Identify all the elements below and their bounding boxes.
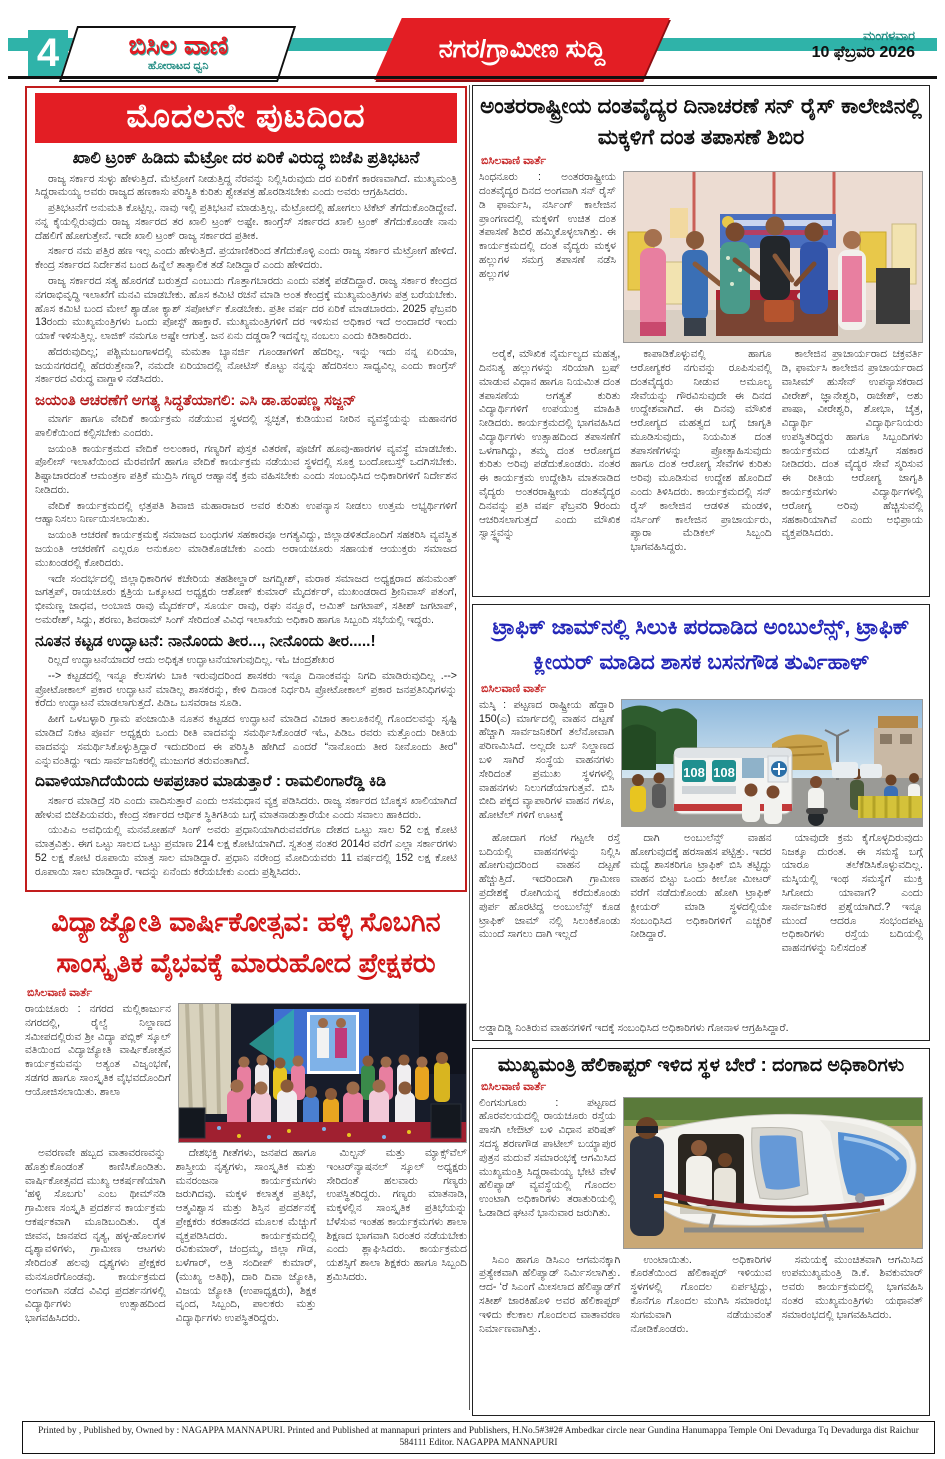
helicopter-article <box>472 1048 930 1416</box>
paragraph: ಅವರಣವೇ ಹಬ್ಬದ ವಾತಾವರಣವನ್ನು ಹೊತ್ತುಕೊಂಡಂತೆ ಕಾಣಿಸಿಕೊಂಡಿತು. ವಾರ್ಷಿಕೋತ್ಸವದ ಮುಖ್ಯ ಆಕರ್ಷಣೆಯಾಗಿ ‘ಹಳ್ಳಿ ಸೊಬಗು’ ಎಂಬ ಥೀಮ್‌ನಡಿ ಗ್ರಾಮೀಣ ಸಂಸ್ಕೃತಿ ಪ್ರದರ್ಶನ ಕಾರ್ಯಕ್ರಮ ಆಕರ್ಷಕವಾಗಿ ಮೂಡಿಬಂದಿತು. ರೈತ ಜೀವನ, ಜಾನಪದ ನೃತ್ಯ, ಹಳ್ಳ-ಹೊಲಗಳ ದೃಶ್ಯಾವಳಿಗಳು, ಗ್ರಾಮೀಣ ಆಟಗಳು ಸೇರಿದಂತೆ ಹಲವು ದೃಶ್ಯಗಳು ಪ್ರೇಕ್ಷಕರ ಮನಸೂರೆಗೊಂಡವು. ಕಾರ್ಯಕ್ರಮದ ಅಂಗವಾಗಿ ನಡೆದ ವಿವಿಧ ಪ್ರದರ್ಶನಗಳಲ್ಲಿ ವಿದ್ಯಾರ್ಥಿಗಳು ಉತ್ಸಾಹದಿಂದ ಭಾಗವಹಿಸಿದರು. <box>25 1147 166 1325</box>
helicopter-body <box>644 1114 916 1225</box>
lead-body-4 <box>35 795 457 880</box>
weekday-label: ಮಂಗಳವಾರ <box>862 28 915 43</box>
header-rule <box>8 76 937 79</box>
school-article <box>25 902 467 1409</box>
traffic-headline: ಟ್ರಾಫಿಕ್ ಜಾಮ್‌ನಲ್ಲಿ ಸಿಲುಕಿ ಪರದಾಡಿದ ಅಂಬುಲೆನ್ಸ್, ಟ್ರಾಫಿಕ್ ಕ್ಲೀಯರ್ ಮಾಡಿದ ಶಾಸಕ ಬಸನಗೌಡ ತುರ್ವಿಹಾಳ್ <box>492 615 910 675</box>
paragraph: ದೇಶಭಕ್ತಿ ಗೀತೆಗಳು, ಜನಪದ ಹಾಗೂ ಶಾಸ್ತ್ರೀಯ ನೃತ್ಯಗಳು, ಸಾಂಸ್ಕೃತಿಕ ಮತ್ತು ಮನರಂಜನಾ ಕಾರ್ಯಕ್ರಮಗಳು ಜರುಗಿದವು. ಮಕ್ಕಳ ಕಲಾತ್ಮಕ ಪ್ರತಿಭೆ, ಆತ್ಮವಿಶ್ವಾಸ ಮತ್ತು ಶಿಸ್ತಿನ ಪ್ರದರ್ಶನಕ್ಕೆ ಪ್ರೇಕ್ಷಕರು ಕರತಾಡನದ ಮೂಲಕ ಮೆಚ್ಚುಗೆ ವ್ಯಕ್ತಪಡಿಸಿದರು. ಕಾರ್ಯಕ್ರಮದಲ್ಲಿ ರವಿಕುಮಾರ್, ಚಂದ್ರಮ್ಮ, ಜಿಲ್ಲಾ ಗೌಡ, ಬಳೆಗಾರ್, ಅತ್ರಿ ಸಂದೀಪ್ ಕುಮಾರ್, (ಮುಖ್ಯ ಅತಿಥಿ), ದಾರಿ ದಿವಾ ಜ್ಯೋತಿ, ವಿಜಯ ಜ್ಯೋತಿ (ಉಪಾಧ್ಯಕ್ಷರು), ಶಿಕ್ಷಕ ವೃಂದ, ಸಿಬ್ಬಂದಿ, ಪಾಲಕರು ಮತ್ತು ವಿದ್ಯಾರ್ಥಿಗಳು ಉಪಸ್ಥಿತರಿದ್ದರು. <box>175 1147 317 1325</box>
paragraph: ಸಮಯಕ್ಕೆ ಮುಂಚಿತವಾಗಿ ಆಗಮಿಸಿದ ಉಪಮುಖ್ಯಮಂತ್ರಿ ಡಿ.ಕೆ. ಶಿವಕುಮಾರ್ ಅವರು ಕಾರ್ಯಕ್ರಮದಲ್ಲಿ ಭಾಗವಹಿಸಿ ನಂತರ ಮುಖ್ಯಮಂತ್ರಿಗಳು ಯಥಾವತ್ ಸಮಾರಂಭದಲ್ಲಿ ಭಾಗವಹಿಸಿದರು. <box>781 1253 923 1321</box>
traffic-intro-text: ಮಸ್ಕಿ : ಪಟ್ಟಣದ ರಾಷ್ಟ್ರೀಯ ಹೆದ್ದಾರಿ 150(ಎ) ಮಾರ್ಗದಲ್ಲಿ ವಾಹನ ದಟ್ಟಣೆ ಹೆಚ್ಚಾಗಿ ಸಾರ್ವಜನಿಕರಿಗೆ ತಲೆನೋವಾಗಿ ಪರಿಣಮಿಸಿದೆ. ಅಲ್ಲದೇ ಬಸ್ ನಿಲ್ದಾಣದ ಬಳಿ ಸಾಗಿರೆ ಸಂಸ್ಥೆಯ ವಾಹನಗಳು ಸೇರಿದಂತೆ ಪ್ರಮುಖ ಸ್ಥಳಗಳಲ್ಲಿ ವಾಹನಗಳು ನಿಲುಗಡೆಯಾಗುತ್ತವೆ. ಬಿಸಿ ಬೀದಿ ಪಕ್ಕದ ವ್ಯಾಪಾರಿಗಳ ವಾಹನ ಗಳೂ, ಹೋಟೆಲ್ ಗಳಿಗೆ ಊಟಕ್ಕೆ <box>479 698 614 822</box>
masthead-tagline: ಹೋರಾಟದ ಧ್ವನಿ <box>148 60 209 72</box>
lead-subhead-jayanti: ಜಯಂತಿ ಆಚರಣೆಗೆ ಅಗತ್ಯ ಸಿದ್ಧತೆಯಾಗಲಿ: ಎಸಿ ಡಾ.ಹಂಪಣ್ಣ ಸಜ್ಜನ್ <box>35 392 357 410</box>
paragraph: ಹೋದಾಗ ಗಂಟೆ ಗಟ್ಟಲೇ ರಸ್ತೆ ಬದಿಯಲ್ಲಿ ವಾಹನಗಳನ್ನು ನಿಲ್ಲಿಸಿ ಹೋಗುವುದರಿಂದ ವಾಹನ ದಟ್ಟಣೆ ಹೆಚ್ಚುತ್ತಿದೆ. ಇದರಿಂದಾಗಿ ಗ್ರಾಮೀಣ ಪ್ರದೇಶಕ್ಕೆ ರೋಗಿಯನ್ನ ಕರೆದುಕೊಂಡು ಪುರ್ಪ ಹೊರಟಿದ್ದ ಅಂಬುಲೆನ್ಸ್ ಕೂಡ ಟ್ರಾಫಿಕ್ ಜಾಮ್ ನಲ್ಲಿ ಸಿಲುಕಿಕೊಂಡು ಮುಂದೆ ಸಾಗಲು ದಾಗಿ ಇಲ್ಲದೆ <box>479 831 621 941</box>
paragraph: --> ಕಟ್ಟಡದಲ್ಲಿ ಇನ್ನೂ ಕೆಲಸಗಳು ಬಾಕಿ ಇರುವುದರಿಂದ ಶಾಸಕರು ಇನ್ನೂ ದಿನಾಂಕವನ್ನು ನಿಗದಿ ಮಾಡಿರುವುದಿಲ್ಲ .--> ಪ್ರೋಟೋಕಾಲ್ ಪ್ರಕಾರ ಉದ್ಘಾಟನೆ ಮಾಡಿಲ್ಲ ಶಾಸಕರನ್ನು, ಕೇಳಿ ದಿನಾಂಕ ನಿರ್ಧರಿಸಿ ಪ್ರೋಟೋಕಾಲ್ ಪ್ರಕಾರ ಜನಪ್ರತಿನಿಧಿಗಳನ್ನು ಕರೆದು ಉದ್ಘಾಟನೆ ಮಾಡಲಾಗುತ್ತದೆ. ಪಿಡಿಒ ಬಸವರಾಜ ಸೂಡಿ. <box>35 669 457 710</box>
paragraph: ಹೆದರುವುದಿಲ್ಲ; ಪಶ್ಚಿಮಬಂಗಾಳದಲ್ಲಿ ಮಮತಾ ಬ್ಯಾನರ್ಜಿ ಗೂಂಡಾಗಳಿಗೆ ಹೆದರಿಲ್ಲ. ಇನ್ನು ಇದು ನನ್ನ ಏರಿಯಾ, ಜಯನಗರದಲ್ಲಿ ಹೆದರುತ್ತೇನಾ?, ನಮದೇ ಏರಿಯಾದಲ್ಲಿ ನೋಟಿಸ್ ಕೊಟ್ಟು ನನ್ನನ್ನು ಹೆದರಿಸಲು ಸಾಧ್ಯವಿಲ್ಲ ಎಂದು ಕಾಂಗ್ರೆಸ್ ಸರ್ಕಾರದ ವಿರುದ್ಧ ವಾಗ್ದಾಳಿ ನಡೆಸಿದರು. <box>35 345 457 386</box>
paragraph: ಯುಪಿಎ ಅವಧಿಯಲ್ಲಿ ಮನಮೋಹನ್ ಸಿಂಗ್ ಅವರು ಪ್ರಧಾನಿಯಾಗಿರುವವರೆಗೂ ದೇಶದ ಒಟ್ಟು ಸಾಲ 52 ಲಕ್ಷ ಕೋಟಿ ಮಾತ್ರವಿತ್ತು. ಈಗ ಒಟ್ಟು ಸಾಲದ ಒಟ್ಟು ಪ್ರಮಾಣ 214 ಲಕ್ಷ ಕೋಟಿಯಾಗಿದೆ. ಸ್ವತಂತ್ರ ನಂತರ 2014ರ ವರೆಗೆ ಎಲ್ಲಾ ಸರ್ಕಾರಗಳು 52 ಲಕ್ಷ ಕೋಟಿ ರೂಪಾಯಿ ಮಾತ್ರ ಸಾಲ ಮಾಡಿದ್ದಾರೆ. ಪ್ರಧಾನಿ ನರೇಂದ್ರ ಮೋದಿಯವರು 11 ವರ್ಷದಲ್ಲಿ 152 ಲಕ್ಷ ಕೋಟಿ ರೂಪಾಯಿ ಸಾಲ ಮಾಡಿದ್ದಾರೆ. ಇದನ್ನು ಏನೆಂದು ಕರೆಯಬೇಕು ಎಂದು ಪ್ರಶ್ನಿಸಿದರು. <box>35 824 457 878</box>
paragraph: ಮಿಲ್ಟನ್ ಮತ್ತು ಮ್ಯಾಕ್ಸ್‌ವೆಲ್ ಇಂಟರ್‌ನ್ಯಾಷನಲ್ ಸ್ಕೂಲ್ ಅಧ್ಯಕ್ಷರು ಸೇರಿದಂತೆ ಹಲವಾರು ಗಣ್ಯರು ಉಪಸ್ಥಿತರಿದ್ದರು. ಗಣ್ಯರು ಮಾತನಾಡಿ, ಮಕ್ಕಳಲ್ಲಿನ ಸಾಂಸ್ಕೃತಿಕ ಪ್ರತಿಭೆಯನ್ನು ಬೆಳೆಸುವ ಇಂತಹ ಕಾರ್ಯಕ್ರಮಗಳು ಶಾಲಾ ಶಿಕ್ಷಣದ ಭಾಗವಾಗಿ ನಿರಂತರ ನಡೆಯಬೇಕು ಎಂದು ಶ್ಲಾಘಿಸಿದರು. ಕಾರ್ಯಕ್ರಮದ ಯಶಸ್ಸಿಗೆ ಶಾಲಾ ಶಿಕ್ಷಕರು ಹಾಗೂ ಸಿಬ್ಬಂದಿ ಶ್ರಮಿಸಿದರು. <box>326 1147 467 1283</box>
lead-body-1 <box>35 173 457 387</box>
byline: ಬಿಸಿಲವಾಣಿ ವಾರ್ತೆ <box>481 1080 547 1093</box>
paragraph: ಹೀಗೆ ಒಳಬಳ್ಳಾರಿ ಗ್ರಾಮ ಪಂಚಾಯಿತಿ ನೂತನ ಕಟ್ಟಡದ ಉದ್ಘಾಟನೆ ಮಾಡಿದ ವಿಚಾರ ತಾಲೂಕಿನಲ್ಲಿ ಗೊಂದಲವನ್ನು ಸೃಷ್ಟಿ ಮಾಡಿದೆ ನಿಕಟ ಪೂರ್ವ ಅಧ್ಯಕ್ಷರು ಒಂದು ರೀತಿ ವಾದವನ್ನು ಸಮರ್ಥಿಸಿಕೊಂಡರೆ ಇಓ, ಪಿಡಿಒ ರವರು ಮತ್ತೊಂದು ರೀತಿಯ ವಾದವನ್ನು ಸಮರ್ಥಿಸಿಕೊಳ್ಳುತ್ತಿದ್ದಾರೆ ಇದುದರಿಂದ ಈ ಪರಿಸ್ಥಿತಿ ಹೇಗಿದೆ ಎಂದರೆ “ನಾನೊಂದು ತೀರ ನೀನೊಂದು ತೀರ” ಎನ್ನುವಂತಿದ್ದು ಇದು ಸಾರ್ವಜನಿಕರಲ್ಲಿ ಮುಜುಗರ ತರುವಂತಾಗಿದೆ. <box>35 713 457 767</box>
lead-banner: ಮೊದಲನೇ ಪುಟದಿಂದ <box>35 93 457 143</box>
page-number: 4 <box>28 30 68 76</box>
traffic-article-tail: ಅಡ್ಡಾದಿಡ್ಡಿ ನಿಂತಿರುವ ವಾಹನಗಳಿಗೆ ಇದಕ್ಕೆ ಸಂಬಂಧಿಸಿದ ಅಧಿಕಾರಿಗಳು ಗೋನಾಳ ಆಗ್ರಹಿಸಿದ್ದಾರೆ. <box>479 1021 789 1034</box>
byline: ಬಿಸಿಲವಾಣಿ ವಾರ್ತೆ <box>27 987 93 999</box>
masthead <box>59 26 296 82</box>
paragraph: ಕಾಪಾಡಿಕೊಳ್ಳುವಲ್ಲಿ ಹಾಗೂ ಆರೋಗ್ಯಕರ ನಗುವನ್ನು ರೂಪಿಸುವಲ್ಲಿ ದಂತವೈದ್ಯರು ನೀಡುವ ಅಮೂಲ್ಯ ಸೇವೆಯನ್ನು ಗೌರವಿಸುವುದೇ ಈ ದಿನದ ಉದ್ದೇಶವಾಗಿದೆ. ಈ ದಿನವು ಮೌಖಿಕ ಆರೋಗ್ಯದ ಮಹತ್ವದ ಬಗ್ಗೆ ಜಾಗೃತಿ ಮೂಡಿಸುವುದು, ನಿಯಮಿತ ದಂತ ತಪಾಸಣೆಗಳನ್ನು ಪ್ರೋತ್ಸಾಹಿಸುವುದು ಹಾಗೂ ದಂತ ಆರೋಗ್ಯ ಸೇವೆಗಳ ಕುರಿತು ಅರಿವು ಮೂಡಿಸುವ ಉದ್ದೇಶ ಹೊಂದಿದೆ ಎಂದು ತಿಳಿಸಿದರು. ಕಾರ್ಯಕ್ರಮದಲ್ಲಿ ಸನ್ ರೈಸ್ ಕಾಲೇಜಿನ ಆಡಳಿತ ಮಂಡಳಿ, ನರ್ಸಿಂಗ್ ಕಾಲೇಜಿನ ಪ್ರಾಚಾರ್ಯರು, ಪ್ಯಾರಾ ಮೆಡಿಕಲ್ ಸಿಬ್ಬಂದಿ ಭಾಗವಹಿಸಿದ್ದರು. <box>630 348 772 554</box>
helicopter-intro-text: ಲಿಂಗಸುಗೂರು : ಪಟ್ಟಣದ ಹೊರವಲಯದಲ್ಲಿ ರಾಯಚೂರು ರಸ್ತೆಯ ಪಾಸಗಿ ಲೇಔಟ್ ಬಳಿ ವಿಧಾನ ಪರಿಷತ್ ಸದಸ್ಯ ಶರಣಗೌಡ ಪಾಟೀಲ್ ಬಯ್ಯಾಪುರ ಪುತ್ರನ ಮದುವೆ ಸಮಾರಂಭಕ್ಕೆ ಆಗಮಿಸಿದ ಮುಖ್ಯಮಂತ್ರಿ ಸಿದ್ದರಾಮಯ್ಯ ಭೇಟಿ ವೇಳೆ ಹೆಲಿಪ್ಯಾಡ್ ವ್ಯವಸ್ಥೆಯಲ್ಲಿ ಗೊಂದಲ ಉಂಟಾಗಿ ಅಧಿಕಾರಿಗಳು ತರಾತುರಿಯಲ್ಲಿ ಓಡಾಡಿದ ಘಟನೆ ಭಾನುವಾರ ಜರುಗಿತು. <box>479 1096 616 1219</box>
byline: ಬಿಸಿಲವಾಣಿ ವಾರ್ತೆ <box>481 682 547 695</box>
svg-text:108: 108 <box>713 764 735 780</box>
paragraph: ಉಂಟಾಯಿತು. ಅಧಿಕಾರಿಗಳ ಕೊರತೆಯಿಂದ ಹೆಲಿಕಾಪ್ಟರ್ ಇಳಿಯುವ ಸ್ಥಳಗಳಲ್ಲಿ ಗೊಂದಲ ಏರ್ಪಟ್ಟಿದ್ದು, ಕೊನೆಗೂ ಗೊಂದಲ ಮುಗಿಸಿ ಸಮಾರಂಭ ಸುಗಮವಾಗಿ ನಡೆಯುವಂತೆ ನೋಡಿಕೊಂಡರು. <box>630 1253 772 1335</box>
helicopter-headline: ಮುಖ್ಯಮಂತ್ರಿ ಹೆಲಿಕಾಪ್ಟರ್ ಇಳಿದ ಸ್ಥಳ ಬೇರೆ : ದಂಗಾದ ಅಧಿಕಾರಿಗಳು <box>497 1055 905 1076</box>
paragraph: ದಾಗಿ ಅಂಬುಲೆನ್ಸ್ ವಾಹನ ಹೋಗುವುದಕ್ಕೆ ಹರಸಾಹಸ ಪಟ್ಟಿತ್ತು. ಇದರ ಮಧ್ಯೆ ಶಾಸಕರಿಗೂ ಟ್ರಾಫಿಕ್ ಬಿಸಿ ತಟ್ಟಿದ್ದು ವಾಹನ ಬಿಟ್ಟು ಒಂದು ಕೀಲೋ ಮೀಟರ್ ವರೆಗೆ ನಡೆದುಕೊಂಡು ಹೋಗಿ ಟ್ರಾಫಿಕ್ ಕ್ಲೀಯರ್ ಮಾಡಿ ಸ್ಥಳದಲ್ಲಿಯೇ ಸಂಬಂಧಿಸಿದ ಅಧಿಕಾರಿಗಳಿಗೆ ಎಚ್ಚರಿಕೆ ನೀಡಿದ್ದಾರೆ. <box>630 831 772 941</box>
paragraph: ವೇದಿಕೆ ಕಾರ್ಯಕ್ರಮದಲ್ಲಿ ಛತ್ರಪತಿ ಶಿವಾಜಿ ಮಹಾರಾಜರ ಅವರ ಕುರಿತು ಉಪನ್ಯಾಸ ನೀಡಲು ಉತ್ತಮ ಅಭ್ಯರ್ಥಿಗಳಿಗೆ ಆಹ್ವಾನಿಸಲು ನಿರ್ಣಯಿಸಲಾಯಿತು. <box>35 499 457 526</box>
dental-article-columns <box>479 348 923 597</box>
paragraph: ಸಿಎಂ ಹಾಗೂ ಡಿಸಿಎಂ ಆಗಮನಕ್ಕಾಗಿ ಪ್ರತ್ಯೇಕವಾಗಿ ಹೆಲಿಪ್ಯಾಡ್ ನಿರ್ಮಿಸಲಾಗಿತ್ತು. ಆದ- ‘ರೆ ಸಿಎಂಗೆ ಮೀಸಲಾದ ಹೆಲಿಪ್ಯಾಡ್‌ಗೆ ಸತೀಶ್ ಜಾರಕಿಹೊಳಿ ಅವರ ಹೆಲಿಕಾಪ್ಟರ್ ಇಳಿದು ಕೆಲಕಾಲ ಗೊಂದಲದ ವಾತಾವರಣ ನಿರ್ಮಾಣವಾಗಿತ್ತು. <box>479 1253 621 1335</box>
paragraph: ಸರ್ಕಾರ ನಮ ಪತ್ತಿರ ಹಣ ಇಲ್ಲ ಎಂದು ಹೇಳುತ್ತಿದೆ. ಪ್ರಯಾಣಿಕರಿಂದ ತೆಗೆದುಕೊಳ್ಳಿ ಎಂದು ರಾಜ್ಯ ಸರ್ಕಾರ ಮೆಟ್ರೋಗೆ ಹೇಳಿದೆ. ಕೇಂದ್ರ ಸರ್ಕಾರದ ನಿರ್ದೇಶನ ಬಂದ ಹಿನ್ನೆಲೆ ತಾತ್ಕಾಲಿಕ ತಡೆ ನೀಡಿದ್ದಾರೆ ಎಂದು ಹೇಳಿದರು. <box>35 245 457 272</box>
ambulance-photo <box>621 699 923 827</box>
school-headline: ವಿದ್ಯಾಜ್ಯೋತಿ ವಾರ್ಷಿಕೋತ್ಸವ: ಹಳ್ಳಿ ಸೊಬಗಿನ ಸಾಂಸ್ಕೃತಿಕ ವೈಭವಕ್ಕೆ ಮಾರುಹೋದ ಪ್ರೇಕ್ಷಕರು <box>51 907 441 978</box>
paragraph: ಇದೇ ಸಂದರ್ಭದಲ್ಲಿ ಜಿಲ್ಲಾಧಿಕಾರಿಗಳ ಕಚೇರಿಯ ತಹಶೀಲ್ದಾರ್ ಜಗದ್ವೀಶ್, ಮರಾಠ ಸಮಾಜದ ಅಧ್ಯಕ್ಷರಾದ ಹನುಮಂತ್ ಜಗತ್ತಪ್, ರಾಯಚೂರು ಕ್ಷತ್ರಿಯ ಒಕ್ಕೂಟದ ಅಧ್ಯಕ್ಷರು ಆಶೋಕ್ ಕುಮಾರ್ ಮೈದರ್ಕರ್, ಮುಖಂಡರಾದ ಶ್ರೀನಿವಾಸ್ ಪತಂಗೆ, ಭೀಮಣ್ಣ ಜಾಧವ, ಅಂಬಾಜಿ ರಾವು ಮೈದರ್ಕರ್, ಸೂರ್ಯ ರಾವು, ರಘು ನನ್ನೂರೆ, ಅಮಿತ್ ಜಗಟಾಪ್, ಸತೀಶ್ ಜಗಟಾಪ್, ಅಮರೇಶ್, ಸಿದ್ದು, ಶರಣು, ಶಿವರಾಮ್ ಸಿಂಗ್ ಸೇರಿದಂತೆ ವಿವಿಧ ಇಲಾಖೆಯ ಅಧಿಕಾರಿ ಹಾಗೂ ಸಿಬ್ಬಂದಿ ಸಭೆಯಲ್ಲಿ ಇದ್ದರು. <box>35 572 457 626</box>
column-divider <box>469 85 470 1410</box>
byline: ಬಿಸಿಲವಾಣಿ ವಾರ್ತೆ <box>481 155 547 168</box>
school-article-columns <box>25 1147 467 1409</box>
date-block <box>812 28 915 62</box>
lead-subhead-bjp: ಖಾಲಿ ಟ್ರಂಕ್ ಹಿಡಿದು ಮೆಟ್ರೋ ದರ ಏರಿಕೆ ವಿರುದ್ಧ ಬಿಜೆಪಿ ಪ್ರತಿಭಟನೆ <box>72 149 420 167</box>
paragraph: ಜಯಂತಿ ಆಚರಣೆ ಕಾರ್ಯಕ್ರಮಕ್ಕೆ ಸಮಾಜದ ಬಂಧುಗಳ ಸಹಕಾರವೂ ಅಗತ್ಯವಿದ್ದು, ಜಿಲ್ಲಾಡಳಿತದೊಂದಿಗೆ ಸಹಕರಿಸಿ ವ್ಯವಸ್ಥಿತ ಜಯಂತಿ ಆಚರಣೆಗೆ ಎಲ್ಲರೂ ಅನುಕೂಲ ಮಾಡಿಕೊಡಬೇಕು ಎಂದು ಅರಾಯಚೂರು ಸಹಾಯಕ ಆಯುಕ್ತರು ಸಮಾಜದ ಮುಖಂಡರಲ್ಲಿ ಕೋರಿದರು. <box>35 529 457 569</box>
school-stage-photo <box>178 1003 467 1143</box>
section-banner <box>374 18 670 80</box>
dental-camp-photo <box>623 171 923 343</box>
school-intro-text: ರಾಯಚೂರು : ನಗರದ ಮಲ್ಲಿಕಾರ್ಜುನ ನಗರದಲ್ಲಿ, ರೈಲ್ವೆ ನಿಲ್ದಾಣದ ಸಮೀಪದಲ್ಲಿರುವ ಶ್ರೀ ವಿದ್ಯಾ ಪಬ್ಲಿಕ್ ಸ್ಕೂಲ್ ವತಿಯಿಂದ ವಿದ್ಯಾಜ್ಯೋತಿ ವಾರ್ಷಿಕೋತ್ಸವ ಕಾರ್ಯಕ್ರಮವನ್ನು ಅತ್ಯಂತ ವಿಜೃಂಭಣೆ, ಸಡಗರ ಹಾಗೂ ಸಾಂಸ್ಕೃತಿಕ ವೈಭವದೊಂದಿಗೆ ಆಯೋಜಿಸಲಾಯಿತು. ಶಾಲಾ <box>25 1003 171 1098</box>
section-title: ನಗರ/ಗ್ರಾಮೀಣ ಸುದ್ದಿ <box>438 35 606 63</box>
lead-body-3 <box>35 654 457 768</box>
helicopter-photo <box>623 1097 923 1249</box>
paragraph: ಪ್ರತಿಭಟನೆಗೆ ಅನುಮತಿ ಕೊಟ್ಟಿಲ್ಲ. ನಾವು ಇಲ್ಲಿ ಪ್ರತಿಭಟನೆ ಮಾಡುತ್ತಿಲ್ಲ. ಮೆಟ್ರೋದಲ್ಲಿ ಹೋಗಲು ಟಿಕೆಟ್ ತೆಗೆದುಕೊಂಡಿದ್ದೇವೆ. ನನ್ನ ಕೈಯಲ್ಲಿರುವುದು ರಾಜ್ಯ ಸರ್ಕಾರದ ತರ ಖಾಲಿ ಟ್ರಂಕ್ ಅಷ್ಟೇ. ಕಾಂಗ್ರೆಸ್ ಸರ್ಕಾರದ ಖಾಲಿ ಟ್ರಂಕ್ ತೆಗೆದುಕೊಂಡೇ ನಾನು ದೆಹಲಿಗೆ ಹೋಗುತ್ತೇನೆ. ಇದೇ ಖಾಲಿ ಟ್ರಂಕ್ ರಾಜ್ಯ ಸರ್ಕಾರದ ಪ್ರತೀಕ. <box>35 202 457 242</box>
paragraph: ರಿಲ್ಲದೆ ಉದ್ಘಾಟನೆಯಾದರೆ ಆದು ಅಧಿಕೃತ ಉದ್ಘಾಟನೆಯಾಗುವುದಿಲ್ಲ. ಇಓ ಚಂದ್ರಶೇಖರ <box>48 654 335 667</box>
paragraph: ಜಯಂತಿ ಕಾರ್ಯಕ್ರಮದ ವೇದಿಕೆ ಅಲಂಕಾರ, ಗಣ್ಯರಿಗೆ ಪುಸ್ತಕ ವಿತರಣೆ, ಪೂಜೆಗೆ ಹೂವು-ಹಾರಗಳ ವ್ಯವಸ್ಥೆ ಮಾಡಬೇಕು. ಪೊಲೀಸ್ ಇಲಾಖೆಯಿಂದ ಮೆರವಣಿಗೆ ಹಾಗೂ ವೇದಿಕೆ ಕಾರ್ಯಕ್ರಮ ನಡೆಯುವ ಸ್ಥಳದಲ್ಲಿ ಸೂಕ್ತ ಬಂದೋಬಸ್ತ್ ಒದಗಿಸಬೇಕು. ಶಿಷ್ಟಾಚಾರದಂತೆ ಆಮಂತ್ರಣ ಪತ್ರಿಕೆ ಮುದ್ರಿಸಿ ಗಣ್ಯರ ಆಹ್ವಾನಕ್ಕೆ ಕ್ರಮ ವಹಿಸಬೇಕು ಎಂದು ಸಂಬಂಧಿಸಿದ ಅಧಿಕಾರಿಗಳಿಗೆ ನಿರ್ದೇಶನ ನೀಡಿದರು. <box>35 442 457 496</box>
paragraph: ಅರೈಕೆ, ಮೌಖಿಕ ನೈರ್ಮಲ್ಯದ ಮಹತ್ವ, ದಿನನಿತ್ಯ ಹಲ್ಲುಗಳನ್ನು ಸರಿಯಾಗಿ ಬ್ರಷ್ ಮಾಡುವ ವಿಧಾನ ಹಾಗೂ ನಿಯಮಿತ ದಂತ ತಪಾಸಣೆಯ ಅಗತ್ಯತೆ ಕುರಿತು ವಿದ್ಯಾರ್ಥಿಗಳಿಗೆ ಉಪಯುಕ್ತ ಮಾಹಿತಿ ನೀಡಿದರು. ಕಾರ್ಯಕ್ರಮದಲ್ಲಿ ಭಾಗವಹಿಸಿದ ವಿದ್ಯಾರ್ಥಿಗಳು ಉತ್ಸಾಹದಿಂದ ತಪಾಸಣೆಗೆ ಒಳಗಾಗಿದ್ದು, ತಮ್ಮ ದಂತ ಆರೋಗ್ಯದ ಕುರಿತು ಅರಿವು ಪಡೆದುಕೊಂಡರು. ನಂತರ ಈ ಕಾರ್ಯಕ್ರಮ ಉದ್ದೇಶಿಸಿ ಮಾತನಾಡಿದ ವೈದ್ಯರು ಅಂತರರಾಷ್ಟ್ರೀಯ ದಂತವೈದ್ಯರ ದಿನವನ್ನು ಪ್ರತಿ ವರ್ಷ ಫೆಬ್ರವರಿ 9ರಂದು ಆಚರಿಸಲಾಗುತ್ತದೆ ಎಂದು ಮೌಖಿಕ ಸ್ವಾಸ್ಥ್ಯವನ್ನು <box>479 348 621 540</box>
imprint-footer: Printed by , Published by, Owned by : NAGAPPA MANNAPURI. Printed and Published at mannapuri printers and Publishers, H.No.5#3#2# Ambedkar circle near Gundina Hanumappa Temple Oni Devadurga Tq Devadurga dist Raichur 584111 Editor. NAGAPPA MANNAPURI <box>22 1421 935 1454</box>
right-column <box>472 85 930 1423</box>
dental-headline: ಅಂತರರಾಷ್ಟ್ರೀಯ ದಂತವೈದ್ಯರ ದಿನಾಚರಣೆ ಸನ್ ರೈಸ್ ಕಾಲೇಜಿನಲ್ಲಿ ಮಕ್ಕಳಿಗೆ ದಂತ ತಪಾಸಣೆ ಶಿಬಿರ <box>480 94 922 150</box>
lead-subhead-building: ನೂತನ ಕಟ್ಟಡ ಉದ್ಘಾಟನೆ: ನಾನೊಂದು ತೀರ..., ನೀನೊಂದು ತೀರ.....! <box>35 632 376 650</box>
traffic-article <box>472 604 930 1041</box>
paragraph: ರಾಜ್ಯ ಸರ್ಕಾರ ಸುಳ್ಳು ಹೇಳುತ್ತಿದೆ. ಮೆಟ್ರೋಗೆ ನೀಡುತ್ತಿದ್ದ ನೆರವನ್ನು ನಿಲ್ಲಿಸಿರುವುದು ದರ ಏರಿಕೆಗೆ ಕಾರಣವಾಗಿದೆ. ಮುಖ್ಯಮಂತ್ರಿ ಸಿದ್ದರಾಮಯ್ಯ ಅವರು ರಾಜ್ಯದ ಹಣಕಾಸು ಪರಿಸ್ಥಿತಿ ಕುರಿತು ಶ್ವೇತಪತ್ರ ಹೊರಡಿಸಬೇಕು ಎಂದು ಅವರು ಆಗ್ರಹಿಸಿದರು. <box>35 172 457 199</box>
paragraph: ಮಾರ್ಗ ಹಾಗೂ ವೇದಿಕೆ ಕಾರ್ಯಕ್ರಮ ನಡೆಯುವ ಸ್ಥಳದಲ್ಲಿ ಸ್ವಚ್ಛತೆ, ಕುಡಿಯುವ ನೀರಿನ ವ್ಯವಸ್ಥೆಯನ್ನು ಮಹಾನಗರ ಪಾಲಿಕೆಯಿಂದ ಕಲ್ಪಿಸಬೇಕು ಎಂದರು. <box>35 413 457 439</box>
lead-body-2 <box>35 413 457 627</box>
paragraph: ಯಾವುದೇ ಕ್ರಮ ಕೈಗೊಳ್ಳದಿರುವುದು ನಿಜಕ್ಕೂ ದುರಂತ. ಈ ಸಮಸ್ಯೆ ಬಗ್ಗೆ ಯಾರೂ ತಲೆಕೆಡಿಸಿಕೊಳ್ಳುವದಿಲ್ಲ. ಮಸ್ಕಿಯಲ್ಲಿ ಇಂಥ ಸಮಸ್ಯೆಗೆ ಮುಕ್ತಿ ಸಿಗೋದು ಯಾವಾಗ? ಎಂದು ಸಾರ್ವಜನಿಕರ ಪ್ರಶ್ನೆಯಾಗಿದೆ.? ಇನ್ನೂ ಮುಂದೆ ಆದರೂ ಸಂಭಂದಪಟ್ಟ ಅಧಿಕಾರಿಗಳು ರಸ್ತೆಯ ಬದಿಯಲ್ಲಿ ವಾಹನಗಳನ್ನು ನಿಲಿಸದಂತೆ <box>781 831 923 955</box>
masthead-title: ಬಿಸಿಲ ವಾಣಿ <box>128 30 229 60</box>
traffic-article-columns <box>479 832 923 1020</box>
dental-article <box>472 85 930 597</box>
paragraph: ಸರ್ಕಾರ ಮಾಡಿದ್ರೆ ಸರಿ ಎಂದು ವಾದಿಸುತ್ತಾರೆ ಎಂದು ಅಸಮಧಾನ ವ್ಯಕ್ತ ಪಡಿಸಿದರು. ರಾಜ್ಯ ಸರ್ಕಾರದ ಬೊಕ್ಕಸ ಖಾಲಿಯಾಗಿದೆ ಹೇಳುವ ಬಿಜೆಪಿಯವರು, ಕೇಂದ್ರ ಸರ್ಕಾರದ ಆರ್ಥಿಕ ಸ್ಥಿತಿಗತಿಯ ಬಗ್ಗೆ ಮಾತನಾಡುತ್ತಾರೆಯೇ ಎಂದು ಸವಾಲು ಹಾಕಿದರು. <box>35 794 457 821</box>
dental-intro-text: ಸಿಂಧನೂರು : ಅಂತರರಾಷ್ಟ್ರೀಯ ದಂತವೈದ್ಯರ ದಿನದ ಅಂಗವಾಗಿ ಸನ್ ರೈಸ್ ಡಿ ಫಾರ್ಮಸಿ, ನರ್ಸಿಂಗ್ ಕಾಲೇಜಿನ ಪ್ರಾಂಗಣದಲ್ಲಿ ಮಕ್ಕಳಿಗೆ ಉಚಿತ ದಂತ ತಪಾಸಣೆ ಶಿಬಿರ ಹಮ್ಮಿಕೊಳ್ಳಲಾಗಿತ್ತು. ಈ ಕಾರ್ಯಕ್ರಮದಲ್ಲಿ ದಂತ ವೈದ್ಯರು ಮಕ್ಕಳ ಹಲ್ಲುಗಳ ಸಮಗ್ರ ತಪಾಸಣೆ ನಡೆಸಿ ಹಲ್ಲುಗಳ <box>479 171 616 280</box>
paragraph: ರಾಜ್ಯ ಸರ್ಕಾರದ ಸತ್ಯ ಹೊರಗಡೆ ಬರುತ್ತದೆ ಎಂಬುದು ಗೊತ್ತಾಗಬಾರದು ಎಂದು ವಶಕ್ಕೆ ಪಡೆದಿದ್ದಾರೆ. ರಾಜ್ಯ ಸರ್ಕಾರ ಕೇಂದ್ರದ ನಗರಾಭಿವೃದ್ಧಿ ಇಲಾಖೆಗೆ ಮನವಿ ಮಾಡಬೇಕು. ಹೊಸ ಕಮಿಟಿ ರಚನೆ ಮಾಡಿ ಅಂತ ಕೇಂದ್ರಕ್ಕೆ ಮುಖ್ಯಮಂತ್ರಿಗಳು ಪತ್ರ ಬರೆಯಬೇಕು. ಹೊಸ ಕಮಿಟಿ ಬಂದ ಮೇಲೆ ಶ್ಯಾಡೋ ಕ್ಯಾಶ್ ಸಪೋರ್ಟ್ ಕೊಡಬೇಕು. ಪ್ರತೀ ವರ್ಷ ದರ ಏರಿಕೆ ಮಾಡಬಾರದು. 2025 ಫೆಬ್ರವರಿ 13ರಂದು ಮುಖ್ಯಮಂತ್ರಿಗಳು ಒಂದು ಪೋಸ್ಟ್ ಹಾಕ್ತಾರೆ. ಮುಖ್ಯಮಂತ್ರಿಗಳಿಗೆ ದರ ಇಳಿಸುವ ಅಧಿಕಾರ ಇದೆ ಅಂದಾದರೆ ಇಂದು ಯಾಕೆ ಇಳಿಸುತ್ತಿಲ್ಲ. ಲಾಜಿಕ್ ನಮಗೂ ಅಷ್ಟೇ ಆಗುತ್ತೆ. ಜನ ಏನು ದಡ್ಡರಾ? ಇದನ್ನೆಲ್ಲ ನಂಬಲು ಎಂದು ಕಿಡಿಕಾರಿದರು. <box>35 274 457 343</box>
lead-subhead-divali: ದಿವಾಳಿಯಾಗಿದೆಯೆಂದು ಅಪಪ್ರಚಾರ ಮಾಡುತ್ತಾರೆ : ರಾಮಲಿಂಗಾರೆಡ್ಡಿ ಕಿಡಿ <box>35 773 387 791</box>
lead-article <box>25 86 467 892</box>
paragraph: ಕಾಲೇಜಿನ ಪ್ರಾಚಾರ್ಯರಾದ ಚಕ್ರವರ್ತಿ ಡಿ, ಫಾರ್ಮಸಿ ಕಾಲೇಜಿನ ಪ್ರಾಚಾರ್ಯರಾದ ವಾಸೀಮ್ ಹುಸೇನ್ ಉಪನ್ಯಾಸಕರಾದ ವೀರೇಶ್, ಜ್ಞಾನೇಶ್ವರಿ, ರಾಜೇಶ್, ಅಶು ಪಾಷಾ, ವೀರೇಶ್ವರಿ, ಶೋಭಾ, ಚೈತ್ರ, ವಿದ್ಯಾರ್ಥಿ ವಿದ್ಯಾರ್ಥಿನಿಯರು ಉಪಸ್ಥಿತರಿದ್ದರು ಹಾಗೂ ಸಿಬ್ಬಂದಿಗಳು ಕಾರ್ಯಕ್ರಮದ ಯಶಸ್ಸಿಗೆ ಸಹಕಾರ ನೀಡಿದರು. ದಂತ ವೈದ್ಯರ ಸೇವೆ ಸ್ಮರಿಸುವ ಈ ರೀತಿಯ ಆರೋಗ್ಯ ಜಾಗೃತಿ ಕಾರ್ಯಕ್ರಮಗಳು ವಿದ್ಯಾರ್ಥಿಗಳಲ್ಲಿ ಆರೋಗ್ಯ ಅರಿವು ಹೆಚ್ಚಿಸುವಲ್ಲಿ ಸಹಕಾರಿಯಾಗಿವೆ ಎಂದು ಅಭಿಪ್ರಾಯ ವ್ಯಕ್ತಪಡಿಸಿದರು. <box>781 348 923 540</box>
date-label: 10 ಫೆಬ್ರವರಿ 2026 <box>811 44 915 61</box>
helicopter-article-columns <box>479 1254 923 1412</box>
svg-text:108: 108 <box>683 764 705 780</box>
left-column <box>25 86 467 1409</box>
